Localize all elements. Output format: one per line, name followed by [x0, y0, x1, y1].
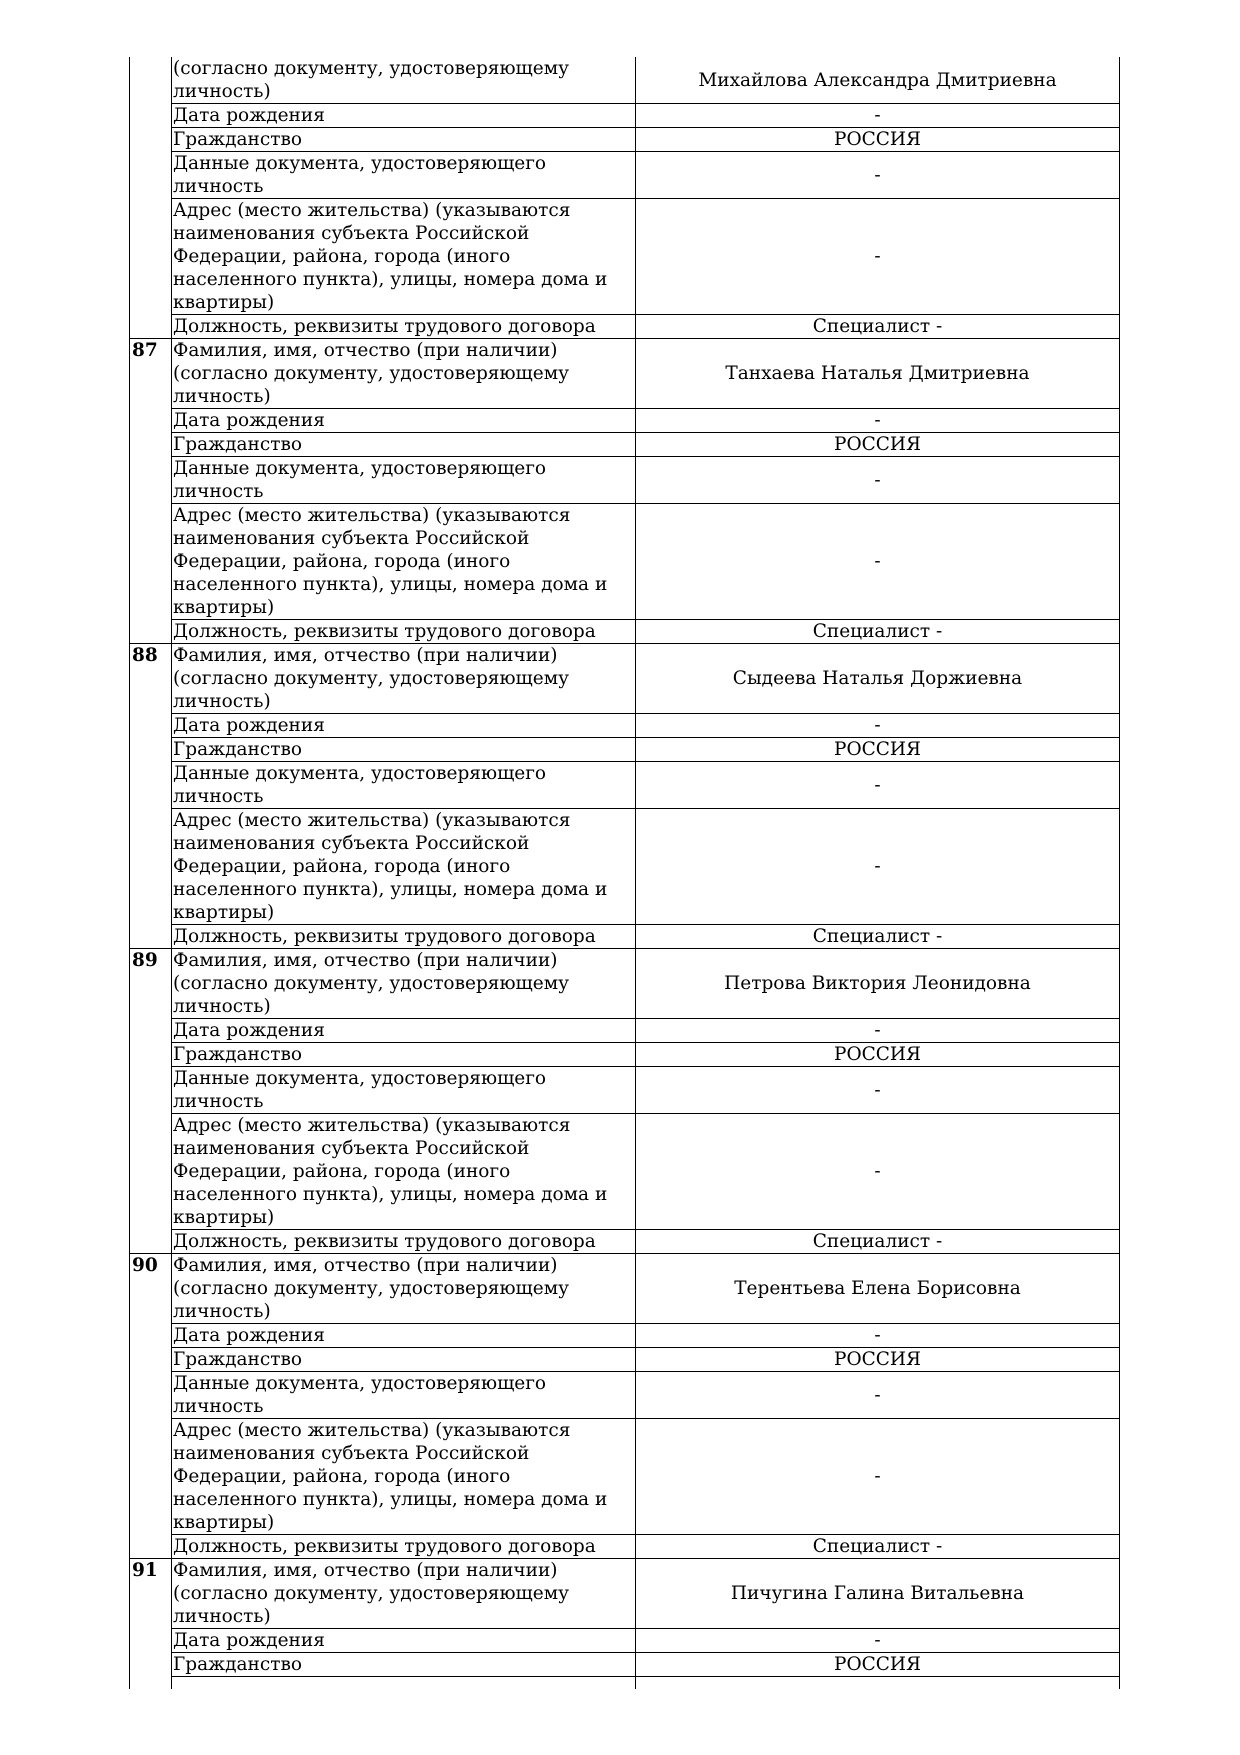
value-birth-date: - — [636, 409, 1120, 433]
label-position: Должность, реквизиты трудового договора — [172, 620, 636, 644]
label-id-document: Данные документа, удостоверяющего личность — [172, 1067, 636, 1114]
value-position: Специалист - — [636, 315, 1120, 339]
label-position: Должность, реквизиты трудового договора — [172, 925, 636, 949]
table-row — [130, 1043, 1120, 1067]
label-birth-date: Дата рождения — [172, 1324, 636, 1348]
label-address: Адрес (место жительства) (указываются наименования субъекта Российской Федерации, района, города (иного населенного пункта), улицы, номера дома и квартиры) — [172, 809, 636, 925]
value-address: - — [636, 504, 1120, 620]
label-address: Адрес (место жительства) (указываются наименования субъекта Российской Федерации, района, города (иного населенного пункта), улицы, номера дома и квартиры) — [172, 199, 636, 315]
value-citizenship: РОССИЯ — [636, 1043, 1120, 1067]
employees-table — [129, 57, 1120, 1689]
label-citizenship: Гражданство — [172, 738, 636, 762]
value-address: - — [636, 809, 1120, 925]
label-full-name: Фамилия, имя, отчество (при наличии) (согласно документу, удостоверяющему личность) — [172, 339, 636, 409]
label-full-name: Фамилия, имя, отчество (при наличии) (согласно документу, удостоверяющему личность) — [172, 1559, 636, 1629]
table-row — [130, 1653, 1120, 1677]
label-full-name: (согласно документу, удостоверяющему личность) — [172, 57, 636, 104]
empty-cell — [636, 1677, 1120, 1690]
label-full-name: Фамилия, имя, отчество (при наличии) (согласно документу, удостоверяющему личность) — [172, 949, 636, 1019]
label-birth-date: Дата рождения — [172, 714, 636, 738]
value-position: Специалист - — [636, 1230, 1120, 1254]
value-full-name: Терентьева Елена Борисовна — [636, 1254, 1120, 1324]
table-row — [130, 809, 1120, 925]
table-row — [130, 152, 1120, 199]
record-number: 87 — [130, 339, 172, 644]
record-number: 88 — [130, 644, 172, 949]
value-birth-date: - — [636, 1019, 1120, 1043]
label-address: Адрес (место жительства) (указываются наименования субъекта Российской Федерации, района, города (иного населенного пункта), улицы, номера дома и квартиры) — [172, 1114, 636, 1230]
label-citizenship: Гражданство — [172, 128, 636, 152]
value-birth-date: - — [636, 104, 1120, 128]
table-row — [130, 620, 1120, 644]
table-row — [130, 1324, 1120, 1348]
label-id-document: Данные документа, удостоверяющего личность — [172, 762, 636, 809]
table-row — [130, 1348, 1120, 1372]
table-row — [130, 925, 1120, 949]
table-row — [130, 1419, 1120, 1535]
table-row — [130, 339, 1120, 409]
label-full-name: Фамилия, имя, отчество (при наличии) (согласно документу, удостоверяющему личность) — [172, 1254, 636, 1324]
table-row — [130, 1535, 1120, 1559]
value-birth-date: - — [636, 714, 1120, 738]
value-birth-date: - — [636, 1629, 1120, 1653]
label-id-document: Данные документа, удостоверяющего личность — [172, 457, 636, 504]
table-row — [130, 57, 1120, 104]
label-birth-date: Дата рождения — [172, 1629, 636, 1653]
label-birth-date: Дата рождения — [172, 104, 636, 128]
table-row — [130, 1372, 1120, 1419]
value-position: Специалист - — [636, 1535, 1120, 1559]
value-id-document: - — [636, 1372, 1120, 1419]
value-id-document: - — [636, 457, 1120, 504]
value-full-name: Петрова Виктория Леонидовна — [636, 949, 1120, 1019]
label-birth-date: Дата рождения — [172, 409, 636, 433]
label-citizenship: Гражданство — [172, 1043, 636, 1067]
label-citizenship: Гражданство — [172, 1348, 636, 1372]
label-citizenship: Гражданство — [172, 1653, 636, 1677]
value-citizenship: РОССИЯ — [636, 128, 1120, 152]
record-number: 90 — [130, 1254, 172, 1559]
value-address: - — [636, 199, 1120, 315]
table-row — [130, 1019, 1120, 1043]
table-row — [130, 315, 1120, 339]
table-row — [130, 457, 1120, 504]
value-position: Специалист - — [636, 620, 1120, 644]
record-number: 89 — [130, 949, 172, 1254]
record-number — [130, 57, 172, 339]
table-row — [130, 762, 1120, 809]
table-row — [130, 714, 1120, 738]
label-position: Должность, реквизиты трудового договора — [172, 315, 636, 339]
value-address: - — [636, 1419, 1120, 1535]
label-address: Адрес (место жительства) (указываются наименования субъекта Российской Федерации, района, города (иного населенного пункта), улицы, номера дома и квартиры) — [172, 1419, 636, 1535]
table-row — [130, 199, 1120, 315]
label-full-name: Фамилия, имя, отчество (при наличии) (согласно документу, удостоверяющему личность) — [172, 644, 636, 714]
table-row — [130, 409, 1120, 433]
value-id-document: - — [636, 762, 1120, 809]
label-address: Адрес (место жительства) (указываются наименования субъекта Российской Федерации, района, города (иного населенного пункта), улицы, номера дома и квартиры) — [172, 504, 636, 620]
table-row — [130, 128, 1120, 152]
value-citizenship: РОССИЯ — [636, 1348, 1120, 1372]
table-row — [130, 949, 1120, 1019]
document-page — [129, 57, 1119, 1689]
label-birth-date: Дата рождения — [172, 1019, 636, 1043]
value-full-name: Танхаева Наталья Дмитриевна — [636, 339, 1120, 409]
table-row — [130, 644, 1120, 714]
label-position: Должность, реквизиты трудового договора — [172, 1535, 636, 1559]
label-id-document: Данные документа, удостоверяющего личность — [172, 1372, 636, 1419]
value-citizenship: РОССИЯ — [636, 738, 1120, 762]
label-position: Должность, реквизиты трудового договора — [172, 1230, 636, 1254]
value-full-name: Пичугина Галина Витальевна — [636, 1559, 1120, 1629]
table-row — [130, 1067, 1120, 1114]
value-id-document: - — [636, 152, 1120, 199]
value-birth-date: - — [636, 1324, 1120, 1348]
table-row — [130, 504, 1120, 620]
value-full-name: Сыдеева Наталья Доржиевна — [636, 644, 1120, 714]
value-position: Специалист - — [636, 925, 1120, 949]
table-row — [130, 1677, 1120, 1690]
table-row — [130, 433, 1120, 457]
value-full-name: Михайлова Александра Дмитриевна — [636, 57, 1120, 104]
table-row — [130, 1629, 1120, 1653]
value-id-document: - — [636, 1067, 1120, 1114]
label-id-document: Данные документа, удостоверяющего личность — [172, 152, 636, 199]
table-row — [130, 1230, 1120, 1254]
table-row — [130, 1254, 1120, 1324]
value-citizenship: РОССИЯ — [636, 1653, 1120, 1677]
empty-cell — [172, 1677, 636, 1690]
table-row — [130, 104, 1120, 128]
table-row — [130, 738, 1120, 762]
label-citizenship: Гражданство — [172, 433, 636, 457]
table-row — [130, 1114, 1120, 1230]
value-address: - — [636, 1114, 1120, 1230]
record-number: 91 — [130, 1559, 172, 1690]
table-row — [130, 1559, 1120, 1629]
value-citizenship: РОССИЯ — [636, 433, 1120, 457]
